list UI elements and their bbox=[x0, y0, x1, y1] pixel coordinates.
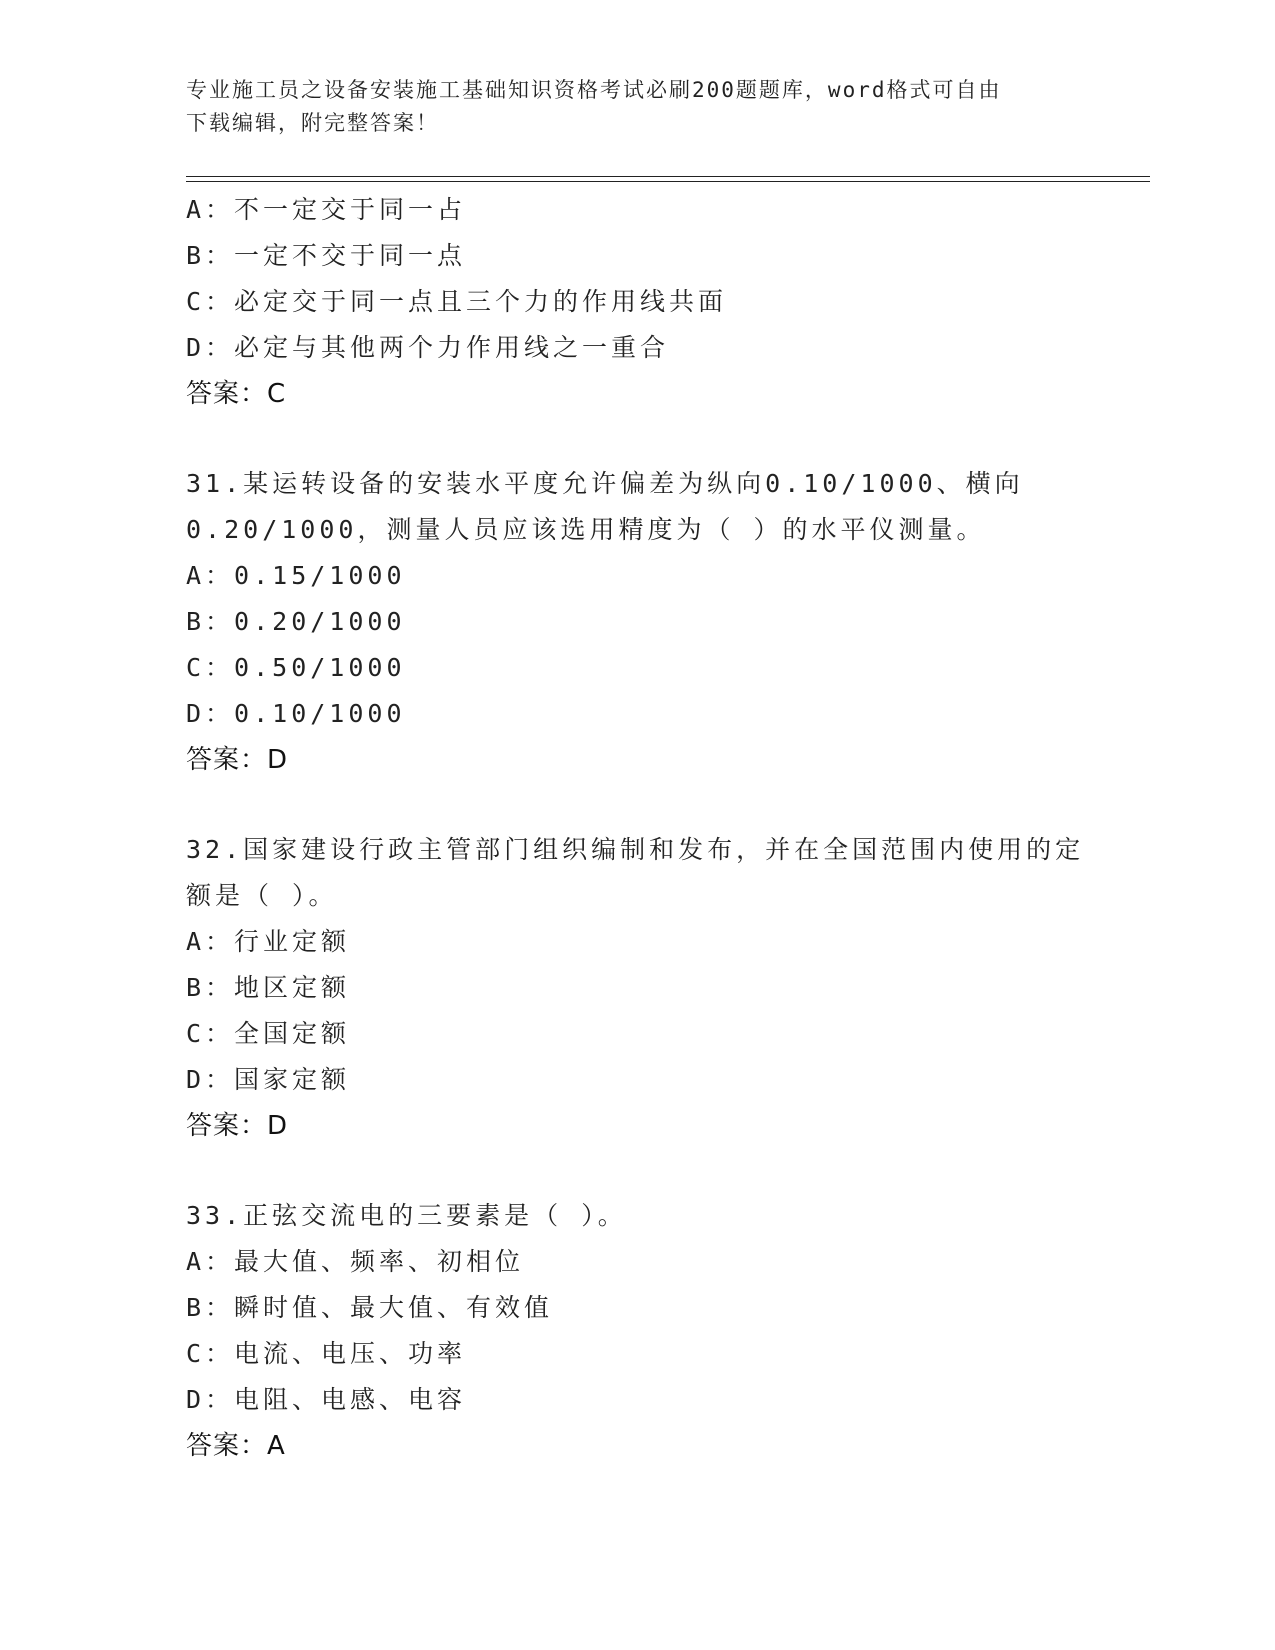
question-stem: 0.20/1000，测量人员应该选用精度为（ ）的水平仪测量。 bbox=[186, 515, 986, 544]
header-rule-top bbox=[186, 176, 1150, 177]
option-c: C：电流、电压、功率 bbox=[186, 1339, 467, 1368]
option-c: C：必定交于同一点且三个力的作用线共面 bbox=[186, 287, 728, 316]
document-header bbox=[186, 74, 1066, 140]
question-list bbox=[186, 187, 1106, 1469]
option-a: A：0.15/1000 bbox=[186, 561, 406, 590]
question-33 bbox=[186, 1193, 1106, 1469]
header-line-2: 下载编辑，附完整答案！ bbox=[186, 111, 439, 135]
question-32 bbox=[186, 827, 1106, 1149]
spacer bbox=[186, 417, 1106, 461]
option-b: B：地区定额 bbox=[186, 973, 351, 1002]
option-d: D：国家定额 bbox=[186, 1065, 351, 1094]
option-b: B：0.20/1000 bbox=[186, 607, 406, 636]
header-line-1: 专业施工员之设备安装施工基础知识资格考试必刷200题题库，word格式可自由 bbox=[186, 78, 1002, 102]
answer: 答案：D bbox=[186, 745, 289, 775]
option-d: D：电阻、电感、电容 bbox=[186, 1385, 467, 1414]
header-rule-bottom bbox=[186, 181, 1150, 182]
question-stem: 33.正弦交流电的三要素是（ ）。 bbox=[186, 1201, 627, 1230]
option-c: C：0.50/1000 bbox=[186, 653, 406, 682]
question-stem: 额是（ ）。 bbox=[186, 881, 338, 910]
answer: 答案：D bbox=[186, 1111, 289, 1141]
option-a: A：行业定额 bbox=[186, 927, 351, 956]
option-d: D：必定与其他两个力作用线之一重合 bbox=[186, 333, 670, 362]
question-stem: 31.某运转设备的安装水平度允许偏差为纵向0.10/1000、横向 bbox=[186, 469, 1024, 498]
option-a: A：不一定交于同一占 bbox=[186, 195, 467, 224]
option-a: A：最大值、频率、初相位 bbox=[186, 1247, 525, 1276]
option-d: D：0.10/1000 bbox=[186, 699, 406, 728]
answer: 答案：C bbox=[186, 379, 287, 409]
answer: 答案：A bbox=[186, 1431, 286, 1461]
question-31 bbox=[186, 461, 1106, 783]
question-stem: 32.国家建设行政主管部门组织编制和发布，并在全国范围内使用的定 bbox=[186, 835, 1085, 864]
option-c: C：全国定额 bbox=[186, 1019, 351, 1048]
spacer bbox=[186, 783, 1106, 827]
spacer bbox=[186, 1149, 1106, 1193]
option-b: B：瞬时值、最大值、有效值 bbox=[186, 1293, 554, 1322]
question-30-partial bbox=[186, 187, 1106, 417]
option-b: B：一定不交于同一点 bbox=[186, 241, 467, 270]
